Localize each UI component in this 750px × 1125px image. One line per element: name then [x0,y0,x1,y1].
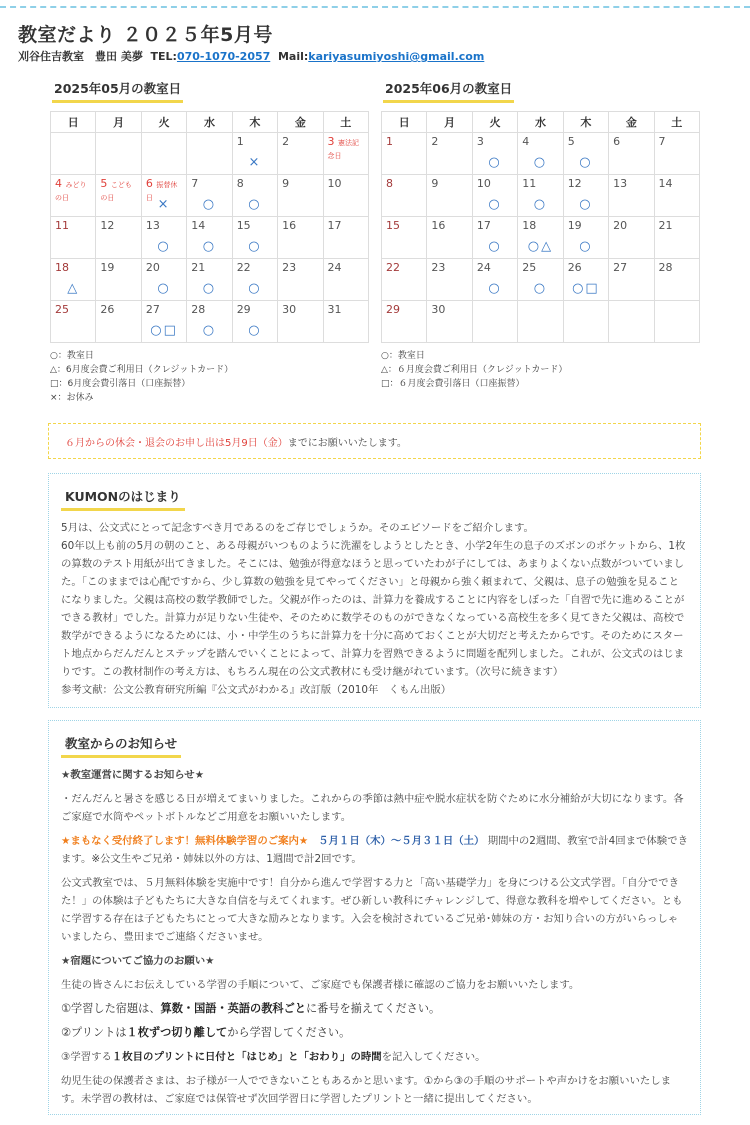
day-cell [232,217,277,259]
day-cell [382,175,427,217]
step-bold: １枚ずつ切り離して [126,1026,228,1039]
day-cell [323,175,368,217]
day-marks: △ [67,281,80,296]
day-marks: ○ [579,155,593,170]
calendar-title: 2025年06月の教室日 [383,79,514,103]
week-row [382,217,700,259]
top-divider [0,6,750,8]
weekday-header: 金 [278,112,323,133]
day-cell [427,133,472,175]
day-number: 16 [282,219,297,232]
mail-label: Mail: [277,50,309,63]
tel-label: TEL: [150,50,177,63]
day-cell [427,259,472,301]
day-marks: ○ [533,197,548,212]
day-number: 24 [327,261,342,274]
day-cell [232,175,277,217]
day-marks: ○ [248,281,262,296]
empty-cell [609,301,654,343]
day-marks: ○ [579,197,593,212]
week-row [382,301,700,343]
mail-link[interactable]: kariyasumiyoshi@gmail.com [308,50,485,63]
day-marks: ○ [488,239,502,254]
day-cell [609,175,654,217]
empty-cell [187,133,232,175]
day-marks: ○ [202,323,217,338]
day-number: 2 [282,135,290,148]
weekday-header: 月 [427,112,472,133]
step-bold: 算数・国語・英語の教科ごと [160,1002,306,1015]
day-number: 22 [236,261,251,274]
week-row [51,175,369,217]
step-text: に番号を揃えてください。 [305,1002,441,1015]
day-number: 10 [327,177,342,190]
day-cell [563,259,608,301]
weekday-header: 水 [187,112,232,133]
tel-link[interactable]: 070-1070-2057 [176,50,271,63]
legend-item: ×：お休み [50,393,94,403]
weekday-header: 火 [472,112,517,133]
day-cell [278,259,323,301]
day-cell [563,217,608,259]
legend-item: △：６月度会費ご利用日（クレジットカード） [381,365,568,375]
day-cell [382,259,427,301]
day-number: 29 [386,303,400,316]
day-number: 13 [613,177,628,190]
day-marks: ○ [533,155,548,170]
day-cell [232,133,277,175]
holiday-label: 憲法記念日 [327,139,360,160]
day-cell [323,301,368,343]
day-number: 12 [100,219,115,232]
day-number: 11 [55,219,69,232]
legend-item: △：6月度会費ご利用日（クレジットカード） [50,365,234,375]
subheading: ★教室運営に関するお知らせ★ [61,769,205,781]
week-row [382,175,700,217]
day-cell [187,301,232,343]
week-row [382,259,700,301]
weekday-header: 木 [563,112,608,133]
step-text: から学習してください。 [227,1026,351,1039]
weekday-header: 月 [96,112,141,133]
calendar-grid [381,111,700,343]
day-cell [382,217,427,259]
day-marks: ○ [248,239,262,254]
deadline-text: ６月からの休会・退会のお申し出は [65,438,225,449]
day-number: 7 [658,135,666,148]
day-marks: ○ [202,281,217,296]
day-number: 2 [431,135,439,148]
day-cell [609,133,654,175]
day-number: 23 [431,261,446,274]
day-cell [382,133,427,175]
day-cell [609,217,654,259]
day-cell [654,133,699,175]
weekday-header: 土 [323,112,368,133]
day-cell [427,301,472,343]
day-number: 30 [431,303,446,316]
deadline-date: 5月9日（金） [225,438,288,449]
day-cell [323,133,368,175]
trial-period: ５月１日（木）～５月３１日（土） [318,835,485,847]
reference: 参考文献：公文公教育研究所編『公文式がわかる』改訂版（2010年 くもん出版） [61,684,452,696]
day-number: 29 [236,303,251,316]
step-1 [61,1000,688,1018]
paragraph [61,832,688,868]
day-cell [427,175,472,217]
day-marks: ○□ [572,281,600,296]
day-number: 8 [386,177,393,190]
day-number: 23 [282,261,297,274]
classroom-news-section [48,720,701,1115]
classroom-name: 刈谷住吉教室 豊田 美夢 [18,50,143,63]
day-number: 15 [236,219,251,232]
deadline-rest: までにお願いいたします。 [287,438,407,449]
day-marks: ○ [157,281,171,296]
day-marks: ○ [488,197,502,212]
week-row [51,259,369,301]
day-number: 6 [613,135,621,148]
day-number: 3 [327,135,335,148]
day-cell [323,259,368,301]
section-title: KUMONのはじまり [61,487,185,511]
day-cell [654,259,699,301]
paragraph: 幼児生徒の保護者さまは、お子様が一人でできないこともあるかと思います。①から③の手順のサポートや声かけをお願いいたします。未学習の教材は、ご家庭では保管せず次回学習日に学習したプリントと一緒に提出してください。 [61,1075,672,1105]
paragraph: 5月は、公文式にとって記念すべき月であるのをご存じでしょうか。そのエピソードをご紹介します。 [61,522,534,534]
day-marks: ○ [157,239,171,254]
step-text: ③学習する [61,1051,112,1063]
day-number: 4 [522,135,530,148]
day-number: 26 [100,303,115,316]
weekday-header: 木 [232,112,277,133]
legend-item: ○：教室日 [381,351,425,361]
weekday-row [382,112,700,133]
day-number: 20 [145,261,160,274]
day-cell [278,301,323,343]
calendar-legend [381,349,701,391]
day-number: 14 [658,177,673,190]
legend-item: ○：教室日 [50,351,94,361]
holiday-label: みどりの日 [55,181,87,202]
day-number: 25 [522,261,537,274]
weekday-header: 火 [141,112,186,133]
day-cell [518,217,563,259]
weekday-header: 水 [518,112,563,133]
empty-cell [563,301,608,343]
day-cell [96,301,141,343]
holiday-label: こどもの日 [100,181,132,202]
day-number: 27 [145,303,160,316]
day-number: 24 [476,261,491,274]
day-cell [51,217,96,259]
day-cell [563,175,608,217]
day-number: 8 [236,177,244,190]
day-number: 17 [327,219,342,232]
empty-cell [141,133,186,175]
day-cell [654,217,699,259]
week-row [51,301,369,343]
day-cell [472,133,517,175]
day-marks: ○ [248,197,262,212]
weekday-header: 日 [382,112,427,133]
empty-cell [654,301,699,343]
day-number: 17 [476,219,491,232]
weekday-header: 土 [654,112,699,133]
week-row [382,133,700,175]
calendar-legend [50,349,370,405]
day-cell [323,217,368,259]
day-number: 18 [55,261,69,274]
deadline-notice [48,423,701,459]
day-cell [609,259,654,301]
day-cell [141,217,186,259]
day-marks: ○ [579,239,593,254]
legend-item: □：6月度会費引落日（口座振替） [50,379,191,389]
day-cell [472,259,517,301]
subheading: ★宿題についてご協力のお願い★ [61,955,215,967]
day-number: 1 [386,135,393,148]
paragraph: ・だんだんと暑さを感じる日が増えてまいりました。これからの季節は熱中症や脱水症状を防ぐために水分補給が大切になります。各ご家庭で水筒やペットボトルなどご用意をお願いいたします。 [61,793,684,823]
day-cell [51,175,96,217]
day-number: 3 [476,135,484,148]
day-number: 14 [191,219,206,232]
calendar-may [50,78,370,405]
day-cell [96,217,141,259]
weekday-row [51,112,369,133]
day-marks: ○ [202,197,217,212]
day-number: 5 [567,135,575,148]
contact-line [18,48,484,64]
day-number: 6 [145,177,153,190]
day-number: 16 [431,219,446,232]
empty-cell [51,133,96,175]
day-cell [96,175,141,217]
paragraph: 生徒の皆さんにお伝えしている学習の手順について、ご家庭でも保護者様に確認のご協力をお願いいたします。 [61,979,580,991]
day-marks: ○ [202,239,217,254]
calendar-june [381,78,701,391]
day-number: 20 [613,219,628,232]
day-cell [278,217,323,259]
day-number: 7 [191,177,199,190]
day-cell [518,175,563,217]
day-marks: ○ [488,155,502,170]
day-number: 28 [191,303,206,316]
day-number: 27 [613,261,628,274]
step-3 [61,1048,688,1066]
day-cell [278,133,323,175]
day-number: 19 [567,219,582,232]
day-cell [427,217,472,259]
day-cell [382,301,427,343]
day-cell [232,301,277,343]
day-number: 21 [191,261,206,274]
day-marks: ○ [488,281,502,296]
day-cell [518,259,563,301]
day-cell [51,259,96,301]
week-row [51,133,369,175]
day-cell [232,259,277,301]
day-cell [187,175,232,217]
paragraph: 公文式教室では、５月無料体験を実施中です！自分から進んで学習する力と「高い基礎学力」を身につける公文式学習。「自分でできた！」の体験は子どもたちに大きな自信を与えてくれます。ぜひ新しい教科にチャレンジして、得意な教科を増やしてください。ともに学習する存在は子どもたちにとって大きな励みとなります。入会を検討されているご兄弟･姉妹の方・お知り合いの方がいらっしゃいましたら、豊田までご連絡くださいませ。 [61,877,683,943]
legend-item: □：６月度会費引落日（口座振替） [381,379,525,389]
day-marks: × [248,155,262,170]
step-text: を記入してください。 [381,1051,486,1063]
section-title: 教室からのお知らせ [61,734,181,758]
day-number: 11 [522,177,537,190]
step-text: ②プリントは [61,1026,127,1039]
day-cell [654,175,699,217]
day-number: 31 [327,303,342,316]
empty-cell [472,301,517,343]
holiday-label: 振替休日 [145,181,178,202]
day-cell [518,133,563,175]
day-cell [141,301,186,343]
calendar-title: 2025年05月の教室日 [52,79,183,103]
day-marks: ○ [533,281,548,296]
day-number: 28 [658,261,673,274]
day-number: 12 [567,177,582,190]
day-cell [96,259,141,301]
paragraph: 60年以上も前の5月の朝のこと、ある母親がいつものように洗濯をしようとしたとき、小学2年生の息子のズボンのポケットから、1枚の算数のテスト用紙が出てきました。そこには、勉強が得意なほうと思っていたわが子にしては、あまりよくない点数がついていました。「このままでは心配ですから、少し算数の勉強を見てやってください」と母親から強く頼まれて、父親は、息子の勉強を見ることになりました。父親は高校の数学教師でした。父親が作ったのは、計算力を養成することに内容をしぼった「自習で先に進めることができる教材」でした。計算力が足りない生徒や、そのために数学そのものができなくなっている高校生を多く見てきた父親は、高校で数学ができるようになるためには、小・中学生のうちに計算力を十分に高めておくことが大切だと考えたからです。そのためにスタート地点からだんだんとステップを踏んでいくことによって、計算力を習熟できるように問題を配列しました。これが、公文式のはじまりです。この教材制作の考え方は、もちろん現在の公文式教材にも受け継がれています。（次号に続きます） [61,540,686,678]
day-cell [187,217,232,259]
empty-cell [518,301,563,343]
day-cell [563,133,608,175]
step-2 [61,1024,688,1042]
day-cell [278,175,323,217]
day-number: 4 [55,177,62,190]
page-title: 教室だより ２０２５年5月号 [18,24,273,46]
day-cell [472,175,517,217]
kumon-history-section [48,473,701,708]
empty-cell [96,133,141,175]
day-number: 19 [100,261,115,274]
day-marks: ○ [248,323,262,338]
day-number: 30 [282,303,297,316]
day-cell [187,259,232,301]
subheading: ★まもなく受付終了します！無料体験学習のご案内★ [61,835,309,847]
step-text: ①学習した宿題は、 [61,1002,161,1015]
day-number: 9 [282,177,290,190]
day-cell [472,217,517,259]
trial-text: 期間中の2週間、教室で計4回まで体験できます。※公文生やご兄弟・姉妹以外の方は、1週間で計2回です。 [61,835,688,865]
day-number: 5 [100,177,108,190]
weekday-header: 日 [51,112,96,133]
day-marks: ○△ [527,239,554,254]
day-number: 25 [55,303,69,316]
day-number: 10 [476,177,491,190]
day-number: 22 [386,261,400,274]
week-row [51,217,369,259]
day-number: 21 [658,219,673,232]
day-number: 13 [145,219,160,232]
day-number: 1 [236,135,244,148]
day-cell [141,259,186,301]
calendar-grid [50,111,369,343]
day-number: 18 [522,219,537,232]
day-cell [51,301,96,343]
weekday-header: 金 [609,112,654,133]
day-marks: × [157,197,171,212]
day-number: 15 [386,219,400,232]
step-bold: １枚目のプリントに日付と「はじめ」と「おわり」の時間 [111,1051,382,1063]
day-cell [141,175,186,217]
day-number: 26 [567,261,582,274]
day-number: 9 [431,177,439,190]
day-marks: ○□ [150,323,178,338]
